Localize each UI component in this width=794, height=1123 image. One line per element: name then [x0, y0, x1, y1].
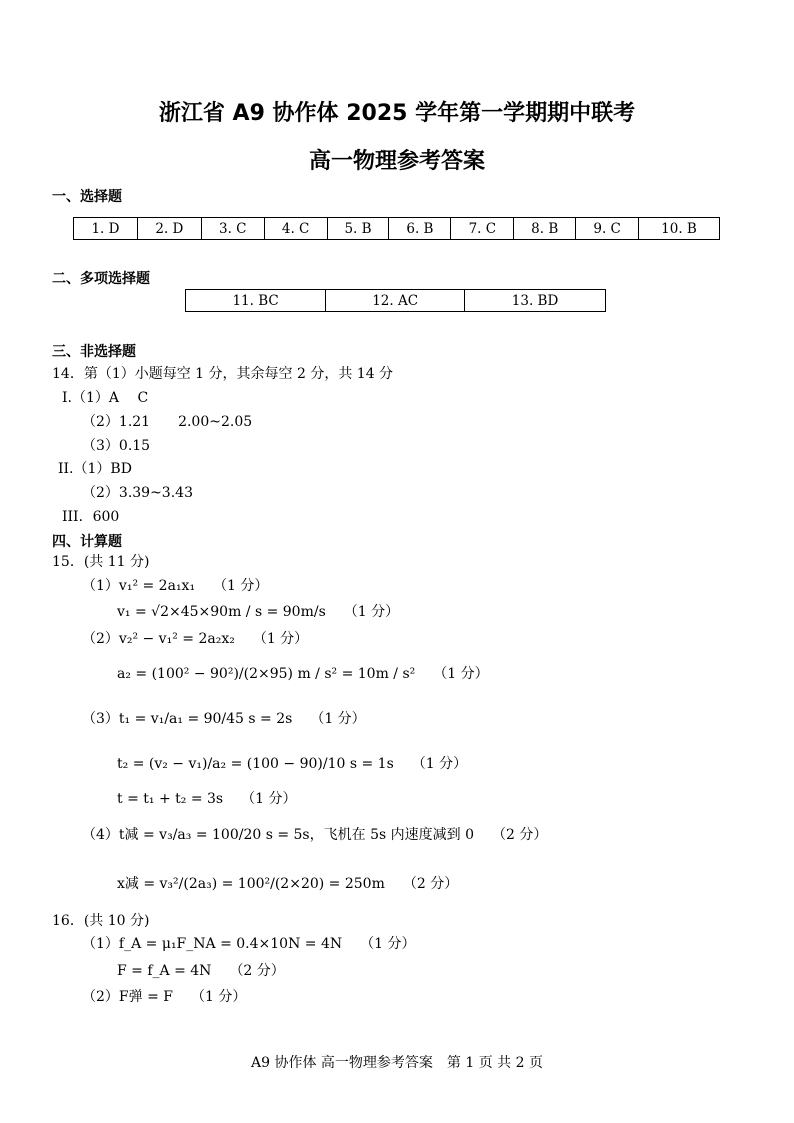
answer-cell: 7. C — [451, 218, 514, 240]
equation: v₂² − v₁² = 2a₂x₂ — [118, 631, 235, 647]
q15-part-3 — [82, 710, 366, 728]
equation: t₂ = (v₂ − v₁)/a₂ = (100 − 90)/10 s = 1s — [117, 756, 394, 772]
answer-cell: 5. B — [327, 218, 389, 240]
table-row — [186, 290, 606, 312]
section-heading-calculation: 四、计算题 — [52, 534, 122, 550]
answer-cell: 12. AC — [326, 290, 465, 312]
q14-iii: III．600 — [62, 509, 120, 525]
equation: t减 = v₃/a₃ = 100/20 s = 5s — [118, 827, 310, 843]
q14-i-3: （3）0.15 — [82, 438, 151, 454]
part-label: （1） — [82, 936, 119, 952]
q15-part-4 — [82, 826, 547, 844]
q15-part-2 — [82, 630, 308, 648]
equation: f_A = μ₁F_NA = 0.4×10N = 4N — [118, 936, 343, 952]
q16-part-1-line-2 — [117, 962, 285, 980]
q16-part-1 — [82, 935, 415, 953]
points: （1 分） — [411, 756, 468, 772]
answer-cell: 1. D — [74, 218, 138, 240]
q15-part-3-line-2 — [117, 755, 467, 773]
section-heading-choice: 一、选择题 — [52, 189, 122, 205]
equation: F弹 = F — [118, 989, 173, 1005]
equation: a₂ = (100² − 90²)/(2×95) m / s² = 10m / s² — [117, 666, 416, 682]
equation: t = t₁ + t₂ = 3s — [117, 791, 224, 807]
answer-cell: 13. BD — [465, 290, 606, 312]
table-row — [74, 218, 720, 240]
answer-cell: 9. C — [576, 218, 639, 240]
multi-choice-answer-table — [185, 289, 606, 312]
note: ，飞机在 5s 内速度减到 0 — [309, 827, 474, 843]
points: （2 分） — [229, 963, 285, 979]
points: （1 分） — [310, 711, 366, 727]
section-heading-multi-choice: 二、多项选择题 — [52, 271, 150, 287]
equation: v₁ = √2×45×90m / s = 90m/s — [117, 604, 326, 620]
q15-part-3-line-3 — [117, 790, 296, 808]
points: （1 分） — [433, 666, 489, 682]
q14-i-2: （2）1.21 2.00~2.05 — [82, 414, 253, 430]
answer-cell: 4. C — [264, 218, 327, 240]
answer-cell: 3. C — [201, 218, 264, 240]
points: （1 分） — [252, 631, 309, 647]
document-title: 浙江省 A9 协作体 2025 学年第一学期期中联考 — [158, 101, 636, 126]
equation: F = f_A = 4N — [117, 963, 212, 979]
q15-part-2-line-2 — [117, 665, 489, 683]
q15-part-1 — [82, 577, 268, 595]
q16-part-2 — [82, 988, 246, 1006]
points: （2 分） — [402, 876, 459, 892]
q14-ii-2: （2）3.39~3.43 — [82, 485, 193, 501]
points: （2 分） — [491, 827, 548, 843]
part-label: （2） — [82, 631, 119, 647]
part-label: （2） — [82, 989, 119, 1005]
points: （1 分） — [360, 936, 416, 952]
equation: v₁² = 2a₁x₁ — [118, 578, 196, 594]
points: （1 分） — [213, 578, 269, 594]
q15-part-1-line-2 — [117, 603, 399, 621]
q14-ii-1: II.（1）BD — [58, 461, 132, 477]
answer-cell: 2. D — [137, 218, 201, 240]
single-choice-answer-table — [73, 217, 720, 240]
answer-cell: 6. B — [389, 218, 451, 240]
q16-heading: 16．(共 10 分) — [52, 913, 150, 929]
page-footer: A9 协作体 高一物理参考答案 第 1 页 共 2 页 — [251, 1055, 543, 1071]
part-label: （1） — [82, 578, 119, 594]
q14-i-1: I.（1）A C — [62, 390, 149, 406]
part-label: （4） — [82, 827, 119, 843]
answer-cell: 11. BC — [186, 290, 326, 312]
equation: x减 = v₃²/(2a₃) = 100²/(2×20) = 250m — [117, 876, 385, 892]
section-heading-non-choice: 三、非选择题 — [52, 344, 136, 360]
answer-cell: 10. B — [639, 218, 720, 240]
points: （1 分） — [343, 604, 400, 620]
q15-part-4-line-2 — [117, 875, 458, 893]
equation: t₁ = v₁/a₁ = 90/45 s = 2s — [118, 711, 293, 727]
q15-heading: 15．(共 11 分) — [52, 554, 150, 570]
points: （1 分） — [241, 791, 297, 807]
q14-heading: 14．第（1）小题每空 1 分，其余每空 2 分，共 14 分 — [52, 366, 394, 382]
answer-cell: 8. B — [514, 218, 576, 240]
points: （1 分） — [190, 989, 247, 1005]
document-subtitle: 高一物理参考答案 — [308, 149, 485, 174]
part-label: （3） — [82, 711, 119, 727]
